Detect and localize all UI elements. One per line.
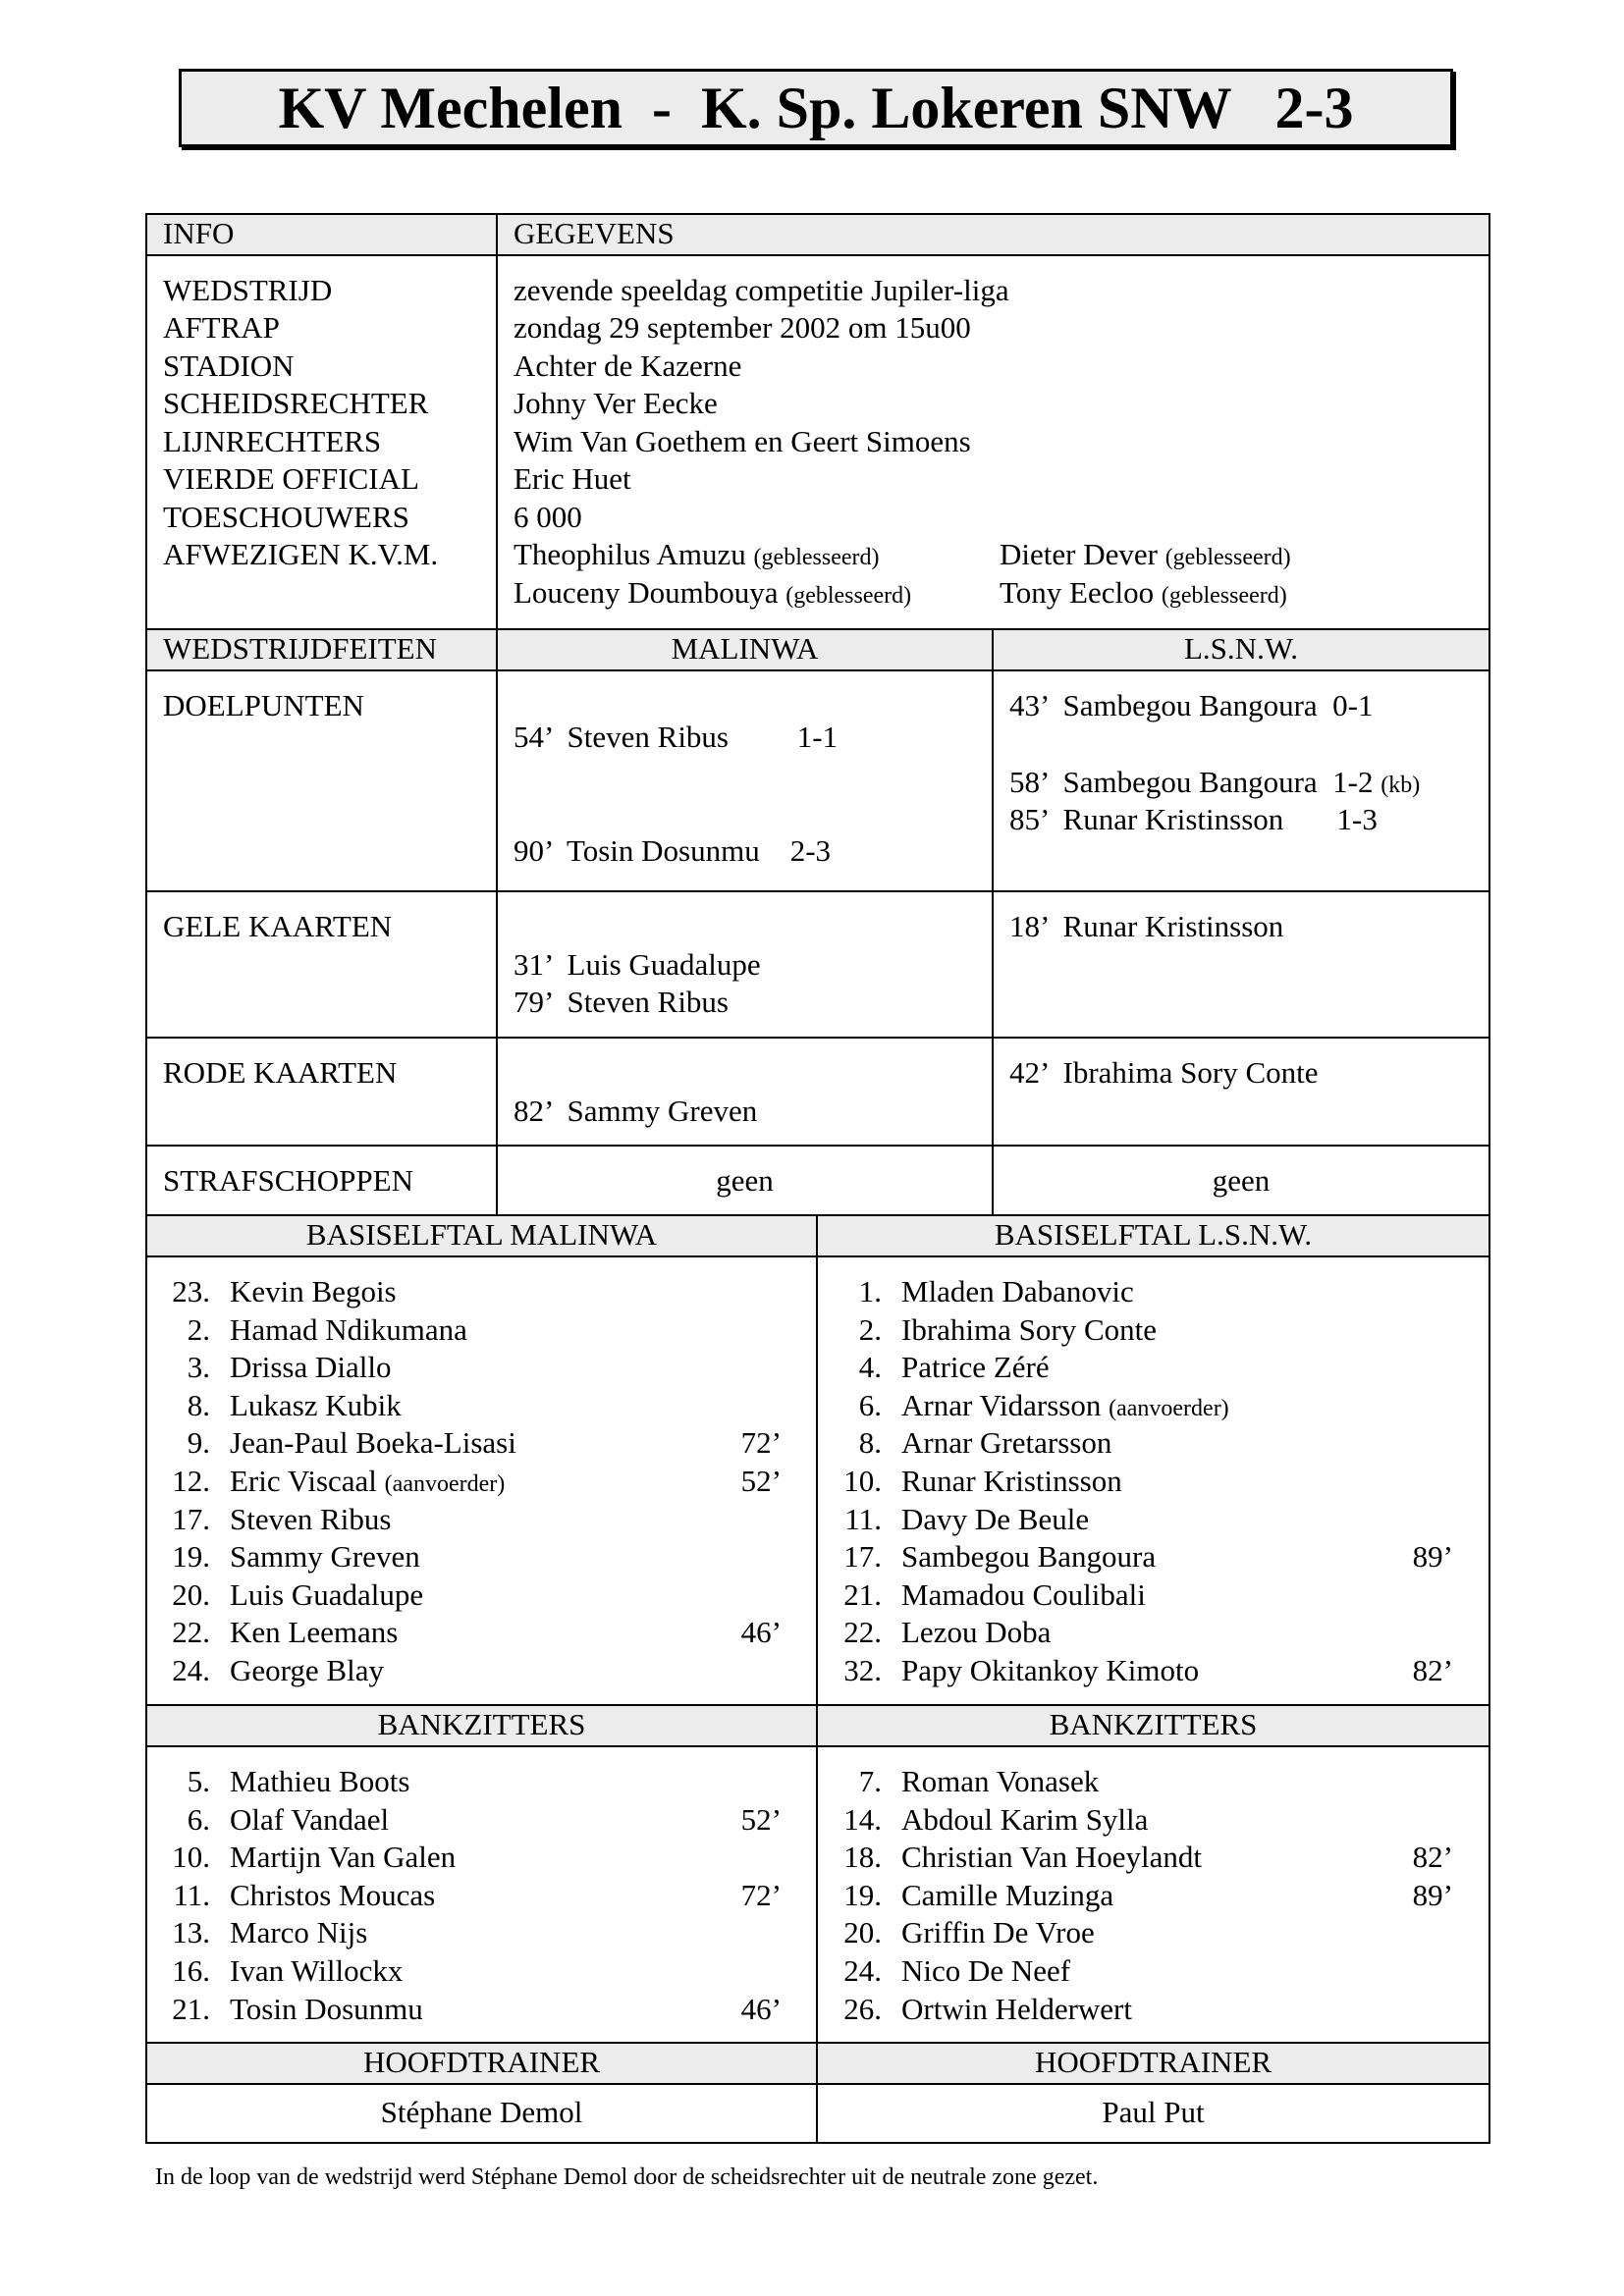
away-lineup-list [835,1273,1463,1690]
info-label: WEDSTRIJD [163,273,333,307]
away-yellow-card: 18’ Runar Kristinsson [1009,909,1284,943]
rule [1489,213,1490,2144]
info-value: Wim Van Goethem en Geert Simoens [514,424,971,458]
info-label: LIJNRECHTERS [163,424,382,458]
player-row: 18. Christian Van Hoeylandt 82’ [843,1840,1453,1875]
away-goal: 85’ Runar Kristinsson 1-3 [1009,802,1378,836]
info-label: VIERDE OFFICIAL [163,461,419,496]
away-bench-list [835,1763,1463,2028]
player-row: 14. Abdoul Karim Sylla [843,1801,1149,1837]
home-coach: Stéphane Demol [380,2095,583,2129]
home-red-card: 82’ Sammy Greven [514,1094,758,1128]
player-row: 16. Ivan Willockx [172,1952,404,1988]
home-lineup-header: BASISELFTAL MALINWA [305,1217,658,1252]
home-yellow-card: 79’ Steven Ribus [514,985,729,1019]
player-row: 24. Nico De Neef [843,1952,1071,1988]
home-goal: 54’ Steven Ribus 1-1 [514,720,839,754]
info-value: 6 000 [514,500,582,534]
penalties-label: STRAFSCHOPPEN [163,1163,413,1198]
player-row: 5. Mathieu Boots [187,1764,410,1798]
player-row: 6. Olaf Vandael 52’ [187,1801,782,1837]
gegevens-col-header: GEGEVENS [514,216,675,250]
info-value: zevende speeldag competitie Jupiler-liga [514,273,1009,307]
player-row: 10. Martijn Van Galen [172,1840,457,1875]
player-row: 20. Griffin De Vroe [843,1915,1095,1950]
home-team-header: MALINWA [671,631,819,666]
info-value: Eric Huet [514,461,631,496]
player-row: 10. Runar Kristinsson [843,1463,1122,1498]
red-cards-label: RODE KAARTEN [163,1055,398,1090]
away-coach-header: HOOFDTRAINER [1034,2045,1272,2079]
player-row: 22. Ken Leemans 46’ [172,1615,782,1650]
home-yellow-card: 31’ Luis Guadalupe [514,947,761,982]
player-row: 21. Tosin Dosunmu 46’ [172,1991,782,2026]
rule [145,2083,1490,2085]
info-label: TOESCHOUWERS [163,500,409,534]
player-row: 7. Roman Vonasek [858,1764,1100,1798]
player-row: 26. Ortwin Helderwert [843,1991,1132,2026]
player-row: 13. Marco Nijs [172,1915,368,1950]
info-value: Achter de Kazerne [514,348,742,383]
player-row: 23. Kevin Begois [172,1274,397,1308]
player-row: 11. Christos Moucas 72’ [173,1877,782,1912]
rule [145,254,1490,256]
player-row: 24. George Blay [172,1652,384,1687]
rule [145,213,1490,215]
player-row: 6. Arnar Vidarsson (aanvoerder) [858,1387,1229,1422]
player-row: 32. Papy Okitankoy Kimoto 82’ [843,1652,1453,1687]
absent-player: Dieter Dever (geblesseerd) [1000,537,1291,571]
away-team-header: L.S.N.W. [1184,631,1298,666]
rule [145,213,147,2144]
player-row: 11. Davy De Beule [844,1501,1090,1536]
yellow-cards-label: GELE KAARTEN [163,909,393,943]
info-header-band [145,215,1489,254]
rule [145,1255,1490,1257]
player-row: 12. Eric Viscaal (aanvoerder) 52’ [172,1463,782,1498]
info-col-header: INFO [163,216,235,250]
match-title: KV Mechelen - K. Sp. Lokeren SNW 2-3 [179,69,1453,147]
rule [145,1145,1490,1147]
home-penalties: geen [716,1163,774,1198]
player-row: 22. Lezou Doba [843,1615,1052,1650]
home-bench-header: BANKZITTERS [377,1707,586,1741]
player-row: 17. Steven Ribus [172,1501,392,1536]
rule [145,669,1490,671]
player-row: 20. Luis Guadalupe [172,1576,424,1612]
info-label: SCHEIDSRECHTER [163,386,429,420]
info-label: STADION [163,348,295,383]
player-row: 1. Mladen Dabanovic [858,1274,1134,1308]
rule [145,1745,1490,1747]
player-row: 4. Patrice Zéré [858,1350,1050,1385]
away-red-card: 42’ Ibrahima Sory Conte [1009,1055,1319,1090]
player-row: 3. Drissa Diallo [187,1350,392,1385]
player-row: 8. Arnar Gretarsson [858,1425,1112,1461]
home-lineup-list [163,1273,791,1690]
rule [816,1214,818,2143]
away-bench-header: BANKZITTERS [1049,1707,1258,1741]
player-row: 2. Hamad Ndikumana [187,1311,467,1347]
rule [145,890,1490,892]
home-goal: 90’ Tosin Dosunmu 2-3 [514,833,832,868]
home-bench-list [163,1763,791,2028]
home-coach-header: HOOFDTRAINER [362,2045,601,2079]
info-label: AFTRAP [163,310,280,345]
player-row: 17. Sambegou Bangoura 89’ [843,1539,1453,1575]
absent-player: Tony Eecloo (geblesseerd) [1000,575,1287,610]
info-value: zondag 29 september 2002 om 15u00 [514,310,971,345]
rule [496,213,498,1215]
player-row: 19. Sammy Greven [172,1539,420,1575]
info-value: Johny Ver Eecke [514,386,718,420]
info-label: AFWEZIGEN K.V.M. [163,537,439,571]
away-goal: 58’ Sambegou Bangoura 1-2 (kb) [1009,765,1421,799]
away-penalties: geen [1212,1163,1271,1198]
player-row: 2. Ibrahima Sory Conte [858,1311,1158,1347]
player-row: 19. Camille Muzinga 89’ [843,1877,1453,1912]
rule [992,628,994,1215]
rule [145,2142,1490,2144]
footnote: In de loop van de wedstrijd werd Stéphane Demol door de scheidsrechter uit de neutrale zone gezet. [155,2164,1099,2190]
away-goal: 43’ Sambegou Bangoura 0-1 [1009,688,1374,722]
absent-player: Theophilus Amuzu (geblesseerd) [514,537,880,571]
away-coach: Paul Put [1102,2095,1205,2129]
player-row: 21. Mamadou Coulibali [843,1576,1146,1612]
player-row: 9. Jean-Paul Boeka-Lisasi 72’ [187,1425,782,1461]
player-row: 8. Lukasz Kubik [187,1387,402,1422]
away-lineup-header: BASISELFTAL L.S.N.W. [994,1217,1313,1252]
absent-player: Louceny Doumbouya (geblesseerd) [514,575,912,610]
rule [145,1037,1490,1039]
facts-header: WEDSTRIJDFEITEN [163,631,437,666]
goals-label: DOELPUNTEN [163,688,364,722]
